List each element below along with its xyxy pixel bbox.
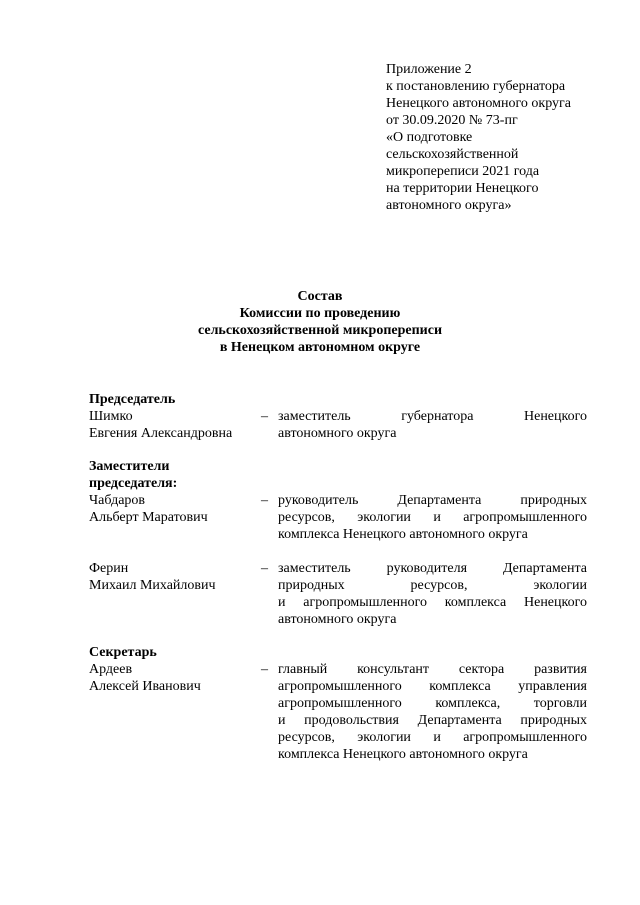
member-role [278,560,587,628]
member-entry [89,661,599,763]
member-given-name: Альберт Маратович [89,510,208,525]
member-surname: Ардеев [89,662,133,677]
section-secretary [89,644,599,763]
role-line: заместитель руководителя Департамента [278,561,587,576]
member-name [89,492,261,526]
dash-separator: – [261,409,268,424]
role-line: главный консультант сектора развития [278,662,587,677]
member-name [89,560,261,594]
member-entry [89,492,599,543]
dash-separator: – [261,493,268,508]
title-line: Состав [297,289,343,304]
member-role [278,408,587,442]
member-surname: Ферин [89,561,129,576]
title-line: сельскохозяйственной микропереписи [197,323,443,338]
section-heading: председателя: [89,476,178,491]
role-line: руководитель Департамента природных [278,493,587,508]
section-chairman [89,391,599,442]
role-line: и продовольствия Департамента природных [278,713,587,728]
member-role [278,492,587,543]
title-line: в Ненецком автономном округе [219,340,421,355]
member-role [278,661,587,763]
commission-roster [89,391,599,779]
dash-separator: – [261,561,268,576]
appendix-line: к постановлению губернатора [386,79,566,94]
role-line: заместитель губернатора Ненецкого [278,409,587,424]
role-line: агропромышленного комплекса управления [278,679,587,694]
appendix-line: автономного округа» [386,198,512,213]
section-heading: Заместители [89,459,170,474]
member-name [89,408,261,442]
role-line: и агропромышленного комплекса Ненецкого [278,595,587,610]
role-line: агропромышленного комплекса, торговли [278,696,587,711]
appendix-line: от 30.09.2020 № 73-пг [386,113,518,128]
appendix-line: «О подготовке [386,130,473,145]
title-line: Комиссии по проведению [239,306,401,321]
section-heading: Секретарь [89,645,157,660]
appendix-line: Приложение 2 [386,62,472,77]
appendix-line: на территории Ненецкого [386,181,539,196]
appendix-line: микропереписи 2021 года [386,164,540,179]
member-given-name: Евгения Александровна [89,426,233,441]
document-title [0,288,640,356]
role-line: комплекса Ненецкого автономного округа [278,527,528,542]
member-surname: Чабдаров [89,493,146,508]
member-entry [89,560,599,628]
role-line: ресурсов, экологии и агропромышленного [278,510,587,525]
appendix-line: сельскохозяйственной [386,147,519,162]
member-name [89,661,261,695]
member-surname: Шимко [89,409,133,424]
role-line: комплекса Ненецкого автономного округа [278,747,528,762]
member-given-name: Михаил Михайлович [89,578,216,593]
member-entry [89,408,599,442]
section-deputies [89,458,599,628]
role-line: ресурсов, экологии и агропромышленного [278,730,587,745]
dash-separator: – [261,662,268,677]
member-given-name: Алексей Иванович [89,679,201,694]
role-line: автономного округа [278,612,397,627]
appendix-line: Ненецкого автономного округа [386,96,571,111]
section-heading: Председатель [89,392,176,407]
role-line: автономного округа [278,426,397,441]
appendix-block [386,61,626,214]
role-line: природных ресурсов, экологии [278,578,587,593]
